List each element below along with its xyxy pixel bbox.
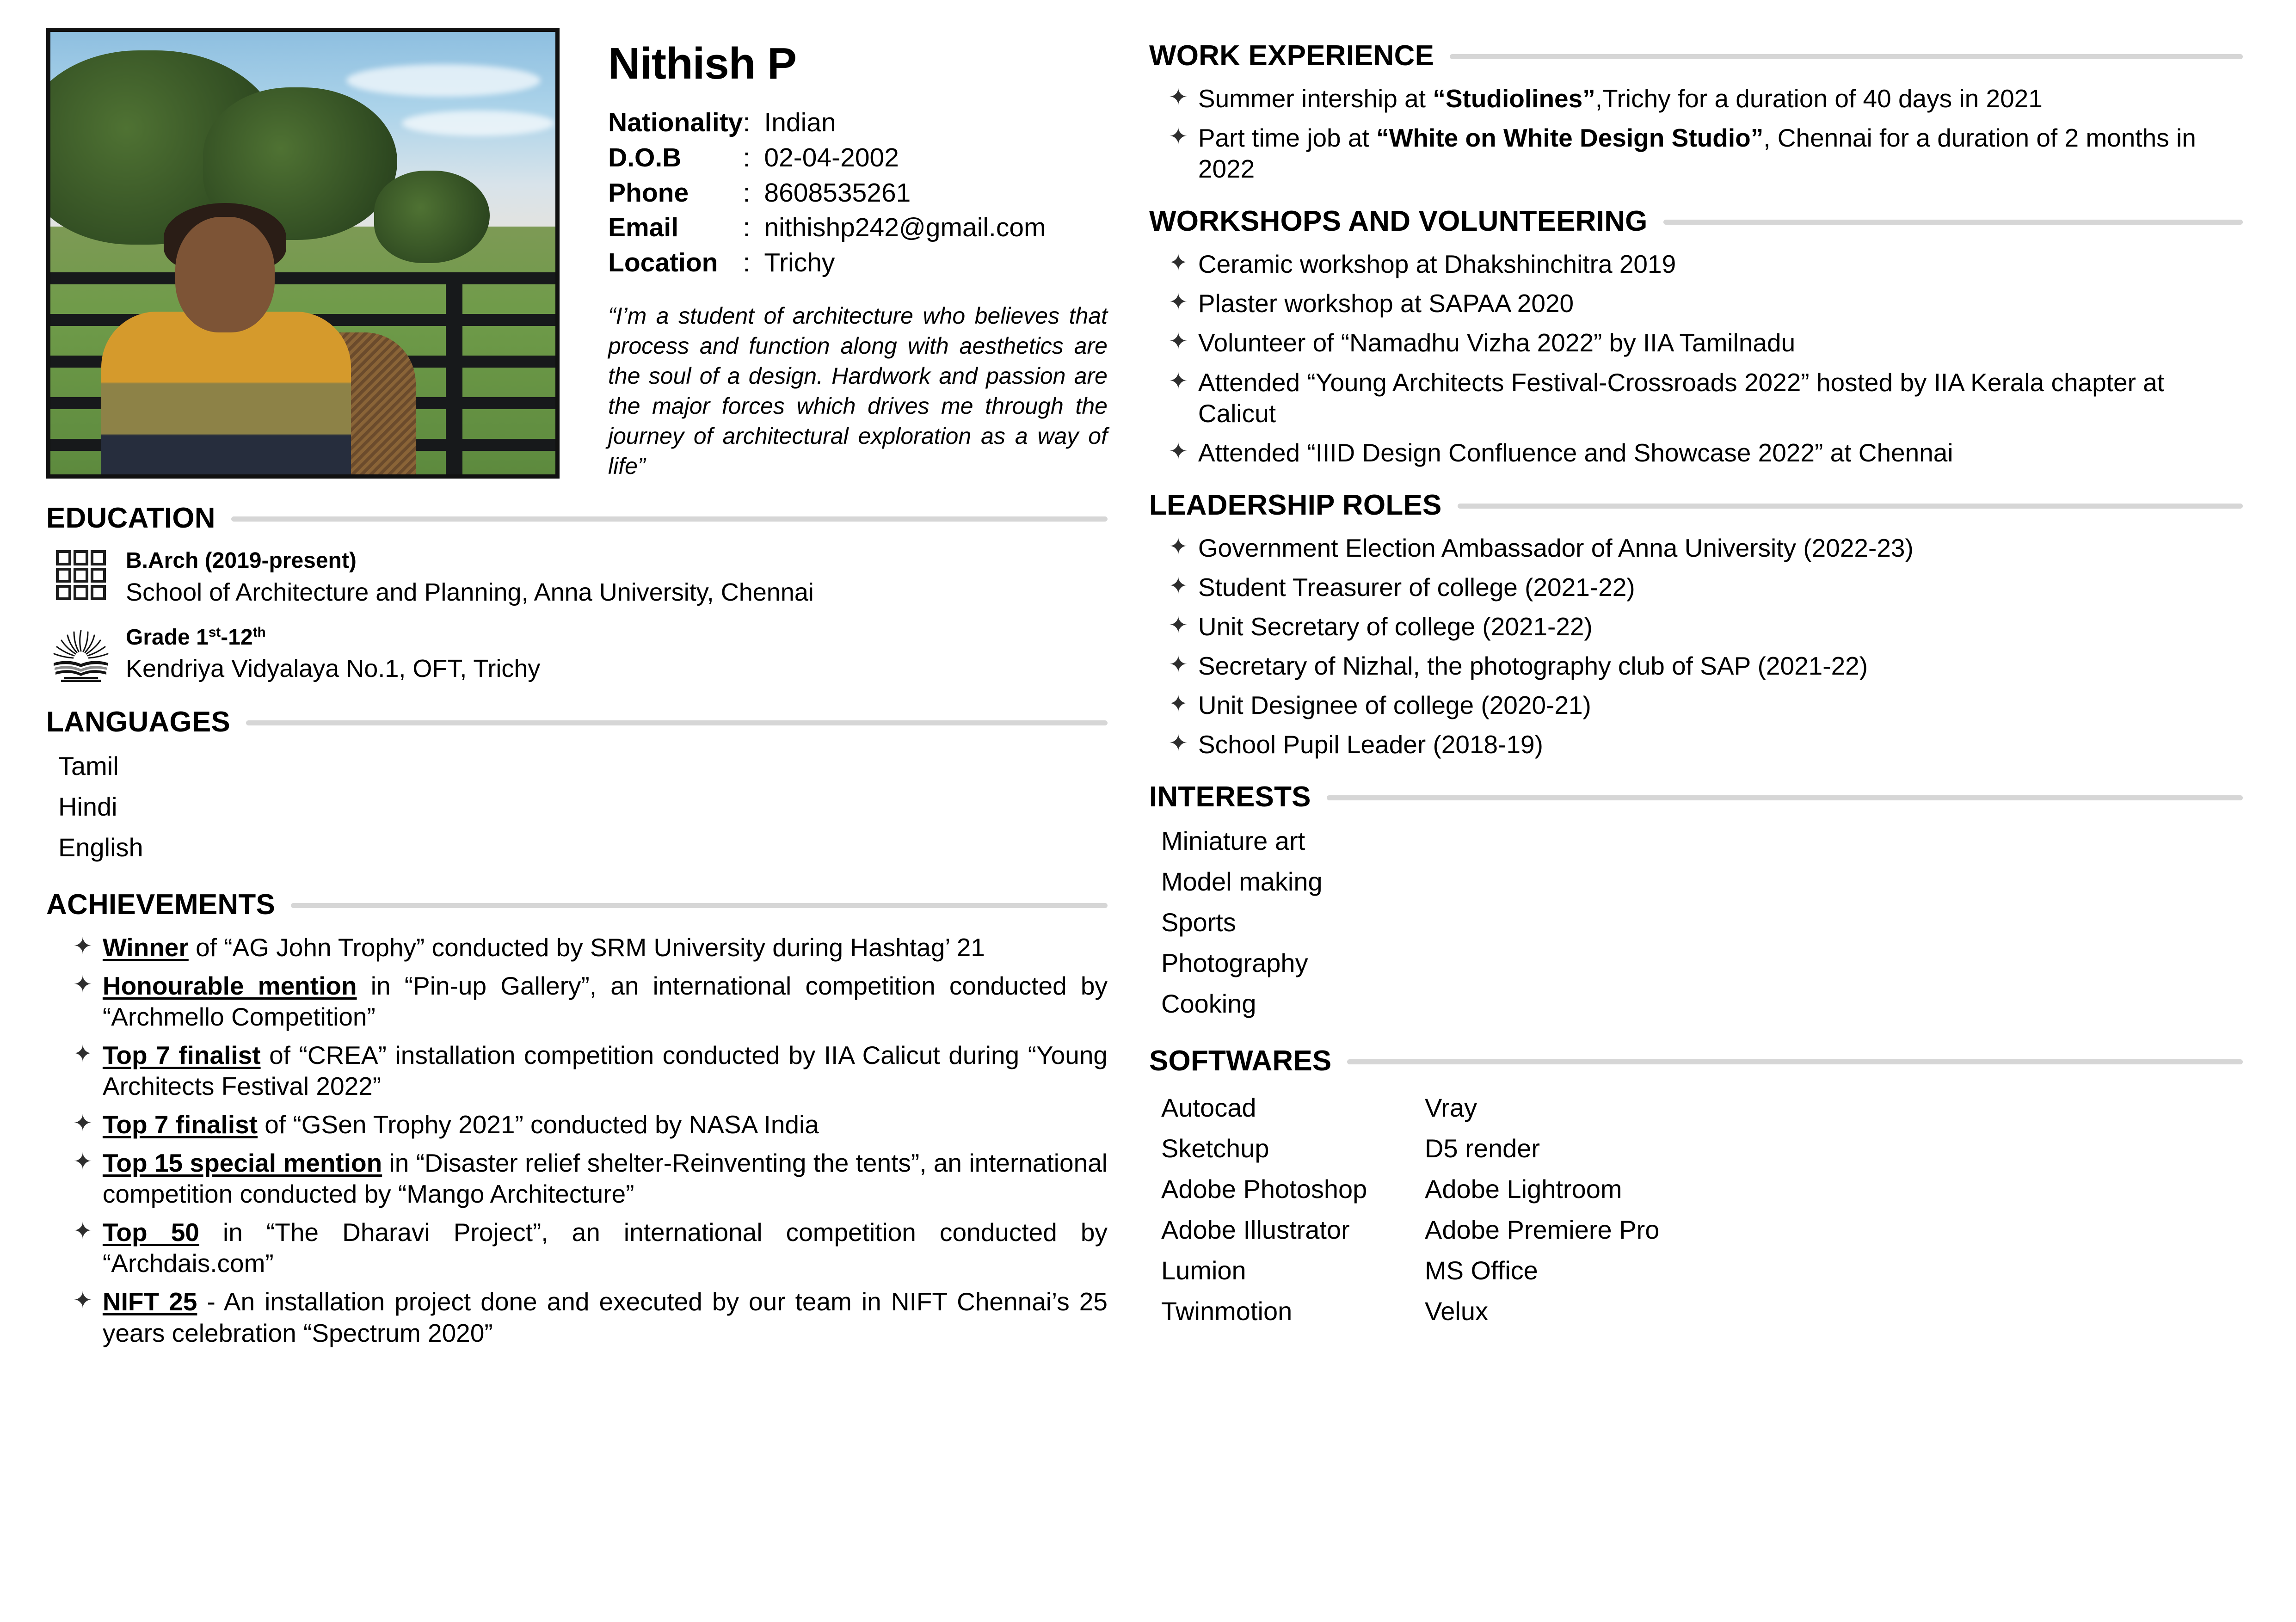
- workshop-text: Attended “Young Architects Festival-Crossroads 2022” hosted by IIA Kerala chapter at Calicut: [1198, 368, 2165, 428]
- contact-colon: :: [743, 178, 751, 208]
- education-entry: [46, 624, 1108, 685]
- section-header-languages: [46, 706, 1108, 738]
- list-item: English: [58, 832, 143, 862]
- list-item: [1169, 83, 2243, 114]
- identity-block: [560, 28, 1108, 481]
- section-rule: [1327, 795, 2243, 800]
- achievement-lead: Top 7 finalist: [102, 1040, 261, 1069]
- logo-cell: [91, 585, 106, 600]
- leadership-text: Secretary of Nizhal, the photography club of SAP (2021-22): [1198, 651, 1868, 681]
- achievement-text: Top 50 in “The Dharavi Project”, an international competition conducted by “Archdais.com”: [102, 1218, 1108, 1278]
- contact-colon: :: [743, 213, 751, 243]
- star-bullet-icon: ✦: [1169, 730, 1188, 756]
- contact-colon: :: [743, 108, 751, 137]
- list-item: [73, 1148, 1108, 1210]
- photo-cloud: [402, 111, 554, 136]
- list-item: Twinmotion: [1161, 1296, 1293, 1326]
- list-item: [73, 971, 1108, 1032]
- achievement-lead: Honourable mention: [102, 971, 357, 1000]
- section-header-achievements: [46, 888, 1108, 921]
- list-item: [73, 1109, 1108, 1140]
- list-item: [1169, 651, 2243, 682]
- workshop-text: Volunteer of “Namadhu Vizha 2022” by IIA Tamilnadu: [1198, 328, 1796, 357]
- employer-name: “Studiolines”: [1433, 84, 1595, 113]
- list-item: [1169, 572, 2243, 603]
- list-item: MS Office: [1425, 1256, 1538, 1285]
- page-title: Nithish P: [608, 39, 797, 88]
- list-item: Miniature art: [1161, 826, 1305, 856]
- leadership-text: Government Election Ambassador of Anna University (2022-23): [1198, 533, 1914, 562]
- leadership-text: Unit Secretary of college (2021-22): [1198, 612, 1593, 641]
- logo-cell: [56, 568, 71, 583]
- contact-label: Location: [608, 248, 718, 278]
- section-title: LANGUAGES: [46, 706, 230, 738]
- section-title: ACHIEVEMENTS: [46, 888, 276, 921]
- workshop-text: Ceramic workshop at Dhakshinchitra 2019: [1198, 250, 1676, 279]
- logo-cell: [56, 585, 71, 600]
- section-rule: [231, 516, 1108, 522]
- right-column: [1108, 0, 2296, 1622]
- section-rule: [1458, 504, 2243, 509]
- list-item: [1169, 123, 2243, 184]
- work-experience-text: Summer intership at “Studiolines”,Trichy for a duration of 40 days in 2021: [1198, 84, 2043, 113]
- education-school: School of Architecture and Planning, Anna University, Chennai: [126, 578, 814, 606]
- contact-row: [608, 246, 1046, 281]
- photo-cloud: [346, 64, 541, 97]
- list-item: Lumion: [1161, 1256, 1246, 1285]
- work-experience-list: [1149, 83, 2243, 184]
- star-bullet-icon: ✦: [1169, 84, 1188, 110]
- contact-label: Phone: [608, 178, 689, 208]
- list-item: [1169, 729, 2243, 760]
- achievement-text: Honourable mention in “Pin-up Gallery”, an international competition conducted by “Archmello Competition”: [102, 971, 1108, 1031]
- left-column: [0, 0, 1108, 1622]
- star-bullet-icon: ✦: [1169, 612, 1188, 639]
- education-entry: [46, 547, 1108, 608]
- list-item: [1169, 533, 2243, 564]
- section-rule: [1663, 220, 2243, 225]
- achievement-text: NIFT 25 - An installation project done and executed by our team in NIFT Chennai’s 25 years celebration “Spectrum 2020”: [102, 1287, 1108, 1347]
- section-rule: [1450, 54, 2243, 59]
- star-bullet-icon: ✦: [1169, 651, 1188, 678]
- section-title: LEADERSHIP ROLES: [1149, 489, 1442, 521]
- contact-value: Indian: [764, 108, 836, 137]
- logo-cell: [91, 568, 106, 583]
- list-item: [73, 932, 1108, 963]
- interests-list: [1149, 821, 2243, 1024]
- achievement-text: Top 7 finalist of “CREA” installation competition conducted by IIA Calicut during “Young Architects Festival 2022”: [102, 1040, 1108, 1100]
- list-item: [1169, 611, 2243, 642]
- contact-value-email: nithishp242@gmail.com: [764, 213, 1046, 243]
- contact-value-location: Trichy: [764, 248, 835, 278]
- contact-label: Nationality: [608, 108, 743, 137]
- star-bullet-icon: ✦: [1169, 123, 1188, 150]
- contact-row: [608, 210, 1046, 246]
- logo-cell: [56, 550, 71, 565]
- portrait-photo: [46, 28, 560, 479]
- contact-info-table: [608, 105, 1046, 281]
- section-header-leadership: [1149, 489, 2243, 522]
- star-bullet-icon: ✦: [1169, 328, 1188, 355]
- star-bullet-icon: ✦: [1169, 368, 1188, 394]
- leadership-text: School Pupil Leader (2018-19): [1198, 730, 1543, 759]
- contact-row: [608, 176, 1046, 211]
- star-bullet-icon: ✦: [1169, 289, 1188, 315]
- star-bullet-icon: ✦: [1169, 438, 1188, 464]
- star-bullet-icon: ✦: [73, 1040, 92, 1067]
- list-item: Tamil: [58, 751, 119, 780]
- list-item: [73, 1040, 1108, 1102]
- section-header-work-experience: [1149, 39, 2243, 72]
- education-text: [116, 547, 814, 608]
- grid-squares-icon: [56, 550, 106, 600]
- section-header-education: [46, 502, 1108, 535]
- section-rule: [246, 720, 1108, 725]
- personal-statement: “I’m a student of architecture who believes that process and function along with aesthetics are the soul of a design. Hardwork and passion are the major forces which drives me through the journey of architectural exploration as a way of life”: [608, 302, 1108, 479]
- sunburst-book-icon: [51, 627, 111, 682]
- list-item: [1169, 437, 2243, 468]
- softwares-columns: [1149, 1087, 2243, 1332]
- list-item: Photography: [1161, 948, 1308, 978]
- achievement-text: Winner of “AG John Trophy” conducted by SRM University during Hashtag’ 21: [102, 933, 985, 962]
- education-school: Kendriya Vidyalaya No.1, OFT, Trichy: [126, 655, 541, 683]
- achievement-lead: Top 15 special mention: [102, 1149, 382, 1178]
- list-item: [73, 1217, 1108, 1279]
- contact-row: [608, 105, 1046, 141]
- section-header-interests: [1149, 780, 2243, 813]
- photo-person-head: [175, 217, 275, 332]
- list-item: D5 render: [1425, 1134, 1540, 1163]
- section-title: WORKSHOPS AND VOLUNTEERING: [1149, 205, 1648, 238]
- softwares-column-1: [1161, 1087, 1425, 1332]
- list-item: Sports: [1161, 908, 1236, 937]
- education-degree: B.Arch (2019-present): [126, 548, 357, 573]
- photo-rail-post: [446, 272, 462, 474]
- achievement-lead: Winner: [102, 933, 189, 962]
- ordinal-suffix: st: [208, 624, 221, 640]
- contact-value-phone: 8608535261: [764, 178, 911, 208]
- list-item: Velux: [1425, 1296, 1488, 1326]
- list-item: Adobe Photoshop: [1161, 1174, 1367, 1204]
- section-rule: [1347, 1059, 2243, 1064]
- list-item: Model making: [1161, 867, 1323, 897]
- education-text: [116, 624, 540, 685]
- contact-label: D.O.B: [608, 142, 682, 172]
- list-item: Sketchup: [1161, 1134, 1269, 1163]
- workshop-text: Plaster workshop at SAPAA 2020: [1198, 289, 1574, 318]
- profile-header: [46, 28, 1108, 481]
- languages-list: [46, 746, 1108, 868]
- softwares-column-2: [1425, 1087, 1688, 1332]
- ordinal-suffix: th: [252, 624, 266, 640]
- list-item: [1169, 327, 2243, 358]
- contact-label: Email: [608, 213, 679, 243]
- star-bullet-icon: ✦: [73, 1218, 92, 1244]
- contact-colon: :: [743, 142, 751, 172]
- kendriya-vidyalaya-logo-icon: [46, 624, 116, 682]
- achievement-lead: Top 50: [102, 1218, 199, 1247]
- star-bullet-icon: ✦: [1169, 250, 1188, 276]
- list-item: Autocad: [1161, 1093, 1256, 1123]
- list-item: Adobe Lightroom: [1425, 1174, 1622, 1204]
- leadership-list: [1149, 533, 2243, 761]
- workshops-list: [1149, 249, 2243, 468]
- logo-cell: [91, 550, 106, 565]
- star-bullet-icon: ✦: [73, 1110, 92, 1137]
- section-title: INTERESTS: [1149, 781, 1311, 813]
- achievement-lead: Top 7 finalist: [102, 1110, 258, 1139]
- employer-name: “White on White Design Studio”: [1376, 123, 1764, 153]
- leadership-text: Unit Designee of college (2020-21): [1198, 691, 1591, 720]
- education-degree: Grade 1st-12th: [126, 624, 266, 650]
- list-item: [1169, 288, 2243, 319]
- achievement-lead: NIFT 25: [102, 1287, 197, 1316]
- leadership-text: Student Treasurer of college (2021-22): [1198, 572, 1635, 602]
- list-item: Hindi: [58, 792, 117, 821]
- star-bullet-icon: ✦: [73, 971, 92, 997]
- list-item: Adobe Illustrator: [1161, 1215, 1350, 1245]
- logo-cell: [74, 585, 89, 600]
- photo-railing: [50, 272, 555, 284]
- section-header-softwares: [1149, 1044, 2243, 1077]
- star-bullet-icon: ✦: [1169, 691, 1188, 717]
- section-title: WORK EXPERIENCE: [1149, 40, 1434, 72]
- star-bullet-icon: ✦: [73, 1287, 92, 1314]
- star-bullet-icon: ✦: [73, 933, 92, 959]
- list-item: [1169, 690, 2243, 721]
- section-title: SOFTWARES: [1149, 1045, 1332, 1077]
- section-header-workshops: [1149, 205, 2243, 238]
- section-rule: [291, 903, 1108, 908]
- list-item: Vray: [1425, 1093, 1477, 1123]
- logo-cell: [74, 568, 89, 583]
- contact-row: [608, 141, 1046, 176]
- list-item: [73, 1286, 1108, 1348]
- work-experience-text: Part time job at “White on White Design Studio”, Chennai for a duration of 2 months in 2022: [1198, 123, 2196, 184]
- workshop-text: Attended “IIID Design Confluence and Showcase 2022” at Chennai: [1198, 438, 1953, 467]
- star-bullet-icon: ✦: [1169, 572, 1188, 599]
- section-title: EDUCATION: [46, 502, 215, 534]
- contact-colon: :: [743, 248, 751, 278]
- list-item: [1169, 367, 2243, 429]
- contact-value: 02-04-2002: [764, 142, 899, 172]
- list-item: Adobe Premiere Pro: [1425, 1215, 1660, 1245]
- list-item: Cooking: [1161, 989, 1256, 1019]
- photo-person-body: [101, 312, 351, 479]
- achievement-text: Top 15 special mention in “Disaster relief shelter-Reinventing the tents”, an international competition conducted by “Mango Architecture”: [102, 1149, 1108, 1209]
- achievement-text: Top 7 finalist of “GSen Trophy 2021” conducted by NASA India: [102, 1110, 819, 1139]
- star-bullet-icon: ✦: [73, 1149, 92, 1175]
- achievements-list: [46, 932, 1108, 1349]
- star-bullet-icon: ✦: [1169, 533, 1188, 559]
- logo-cell: [74, 550, 89, 565]
- anna-university-logo-icon: [46, 547, 116, 600]
- list-item: [1169, 249, 2243, 280]
